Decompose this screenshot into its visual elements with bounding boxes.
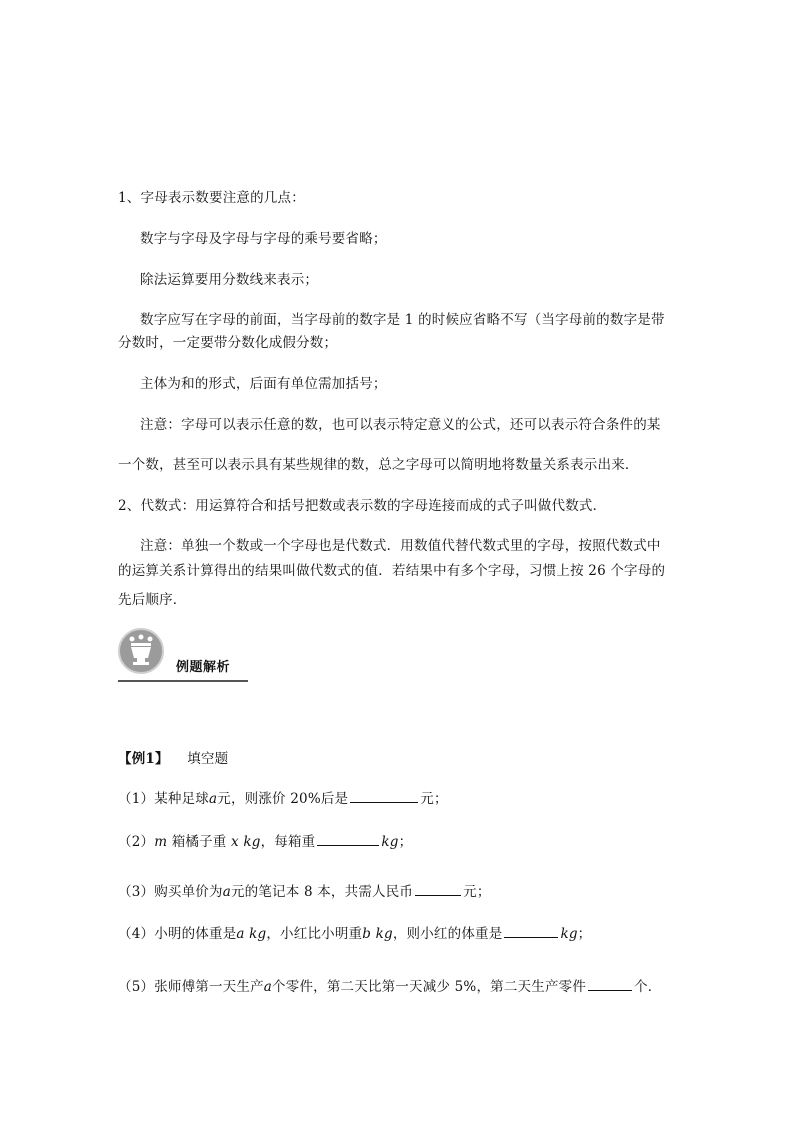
- question-5: [118, 975, 661, 995]
- q5-mid: 个零件，第二天比第一天减少 5%，第二天生产零件: [272, 979, 587, 995]
- q3-suffix: 元；: [463, 884, 491, 900]
- q3-prefix: （3）购买单价为: [118, 884, 223, 900]
- q5-prefix: （5）张师傅第一天生产: [118, 979, 264, 995]
- q4-unit3: kg: [560, 926, 578, 942]
- q3-answer-blank[interactable]: [415, 883, 461, 896]
- note2-line2: 的运算关系计算得出的结果叫做代数式的值．若结果中有多个字母，习惯上按 26 个字母的: [118, 563, 666, 579]
- q3-mid: 元的笔记本 8 本，共需人民币: [230, 884, 414, 900]
- q1-mid: 元，则涨价 20%后是: [217, 791, 349, 807]
- example-label: 【例1】: [118, 751, 169, 767]
- rule-brackets-units: 主体为和的形式，后面有单位需加括号；: [140, 376, 387, 392]
- example-analysis-badge: [118, 628, 250, 684]
- note1-line1: 注意：字母可以表示任意的数，也可以表示特定意义的公式，还可以表示符合条件的某: [140, 417, 661, 433]
- q1-suffix: 元；: [420, 791, 448, 807]
- q1-answer-blank[interactable]: [350, 790, 418, 803]
- q2-mid2: ，每箱重: [260, 834, 316, 850]
- q4-answer-blank[interactable]: [504, 925, 558, 938]
- q4-var-a: a: [236, 926, 245, 942]
- rule-number-before-letter-line2: 分数时，一定要带分数化成假分数；: [118, 335, 338, 351]
- q2-var-m: m: [154, 834, 168, 850]
- q5-suffix: 个．: [634, 979, 662, 995]
- q5-answer-blank[interactable]: [588, 978, 632, 991]
- rule-omit-multiply: 数字与字母及字母与字母的乘号要省略；: [140, 231, 387, 247]
- question-4: [118, 922, 591, 942]
- q2-suffix: ；: [398, 834, 413, 850]
- q4-unit2: kg: [371, 926, 393, 942]
- q2-var-x: x: [231, 834, 239, 850]
- example-title: 填空题: [187, 751, 229, 767]
- q4-unit1: kg: [244, 926, 267, 942]
- section1-heading: 1、字母表示数要注意的几点：: [118, 190, 305, 206]
- q3-var: a: [222, 884, 231, 900]
- q2-unit2: kg: [381, 834, 399, 850]
- q4-suffix: ；: [577, 926, 592, 942]
- note2-line1: 注意：单独一个数或一个字母也是代数式．用数值代替代数式里的字母，按照代数式中: [140, 538, 661, 554]
- note2-line3: 先后顺序．: [118, 592, 187, 608]
- q2-mid1: 箱橘子重: [167, 834, 232, 850]
- example-header: [118, 747, 228, 767]
- question-2: [118, 830, 412, 850]
- trophy-icon: [126, 634, 156, 668]
- rule-number-before-letter-line1: 数字应写在字母的前面，当字母前的数字是 1 的时候应省略不写（当字母前的数字是带: [140, 312, 665, 328]
- badge-underline: [118, 680, 248, 682]
- badge-title: 例题解析: [176, 660, 231, 675]
- q2-prefix: （2）: [118, 834, 155, 850]
- q2-answer-blank[interactable]: [317, 833, 379, 846]
- q4-mid: ，小红比小明重: [266, 926, 363, 942]
- q1-prefix: （1）某种足球: [118, 791, 209, 807]
- rule-division-fraction: 除法运算要用分数线来表示；: [140, 272, 319, 288]
- q1-var: a: [209, 791, 218, 807]
- q4-var-b: b: [362, 926, 372, 942]
- q5-var: a: [263, 979, 273, 995]
- q2-unit1: kg: [238, 834, 261, 850]
- question-1: [118, 787, 448, 807]
- q4-prefix: （4）小明的体重是: [118, 926, 237, 942]
- q4-mid2: ，则小红的体重是: [392, 926, 503, 942]
- question-3: [118, 880, 491, 900]
- section2-heading: 2、代数式：用运算符合和括号把数或表示数的字母连接而成的式子叫做代数式．: [118, 498, 607, 514]
- note1-line2: 一个数，甚至可以表示具有某些规律的数，总之字母可以简明地将数量关系表示出来．: [118, 457, 639, 473]
